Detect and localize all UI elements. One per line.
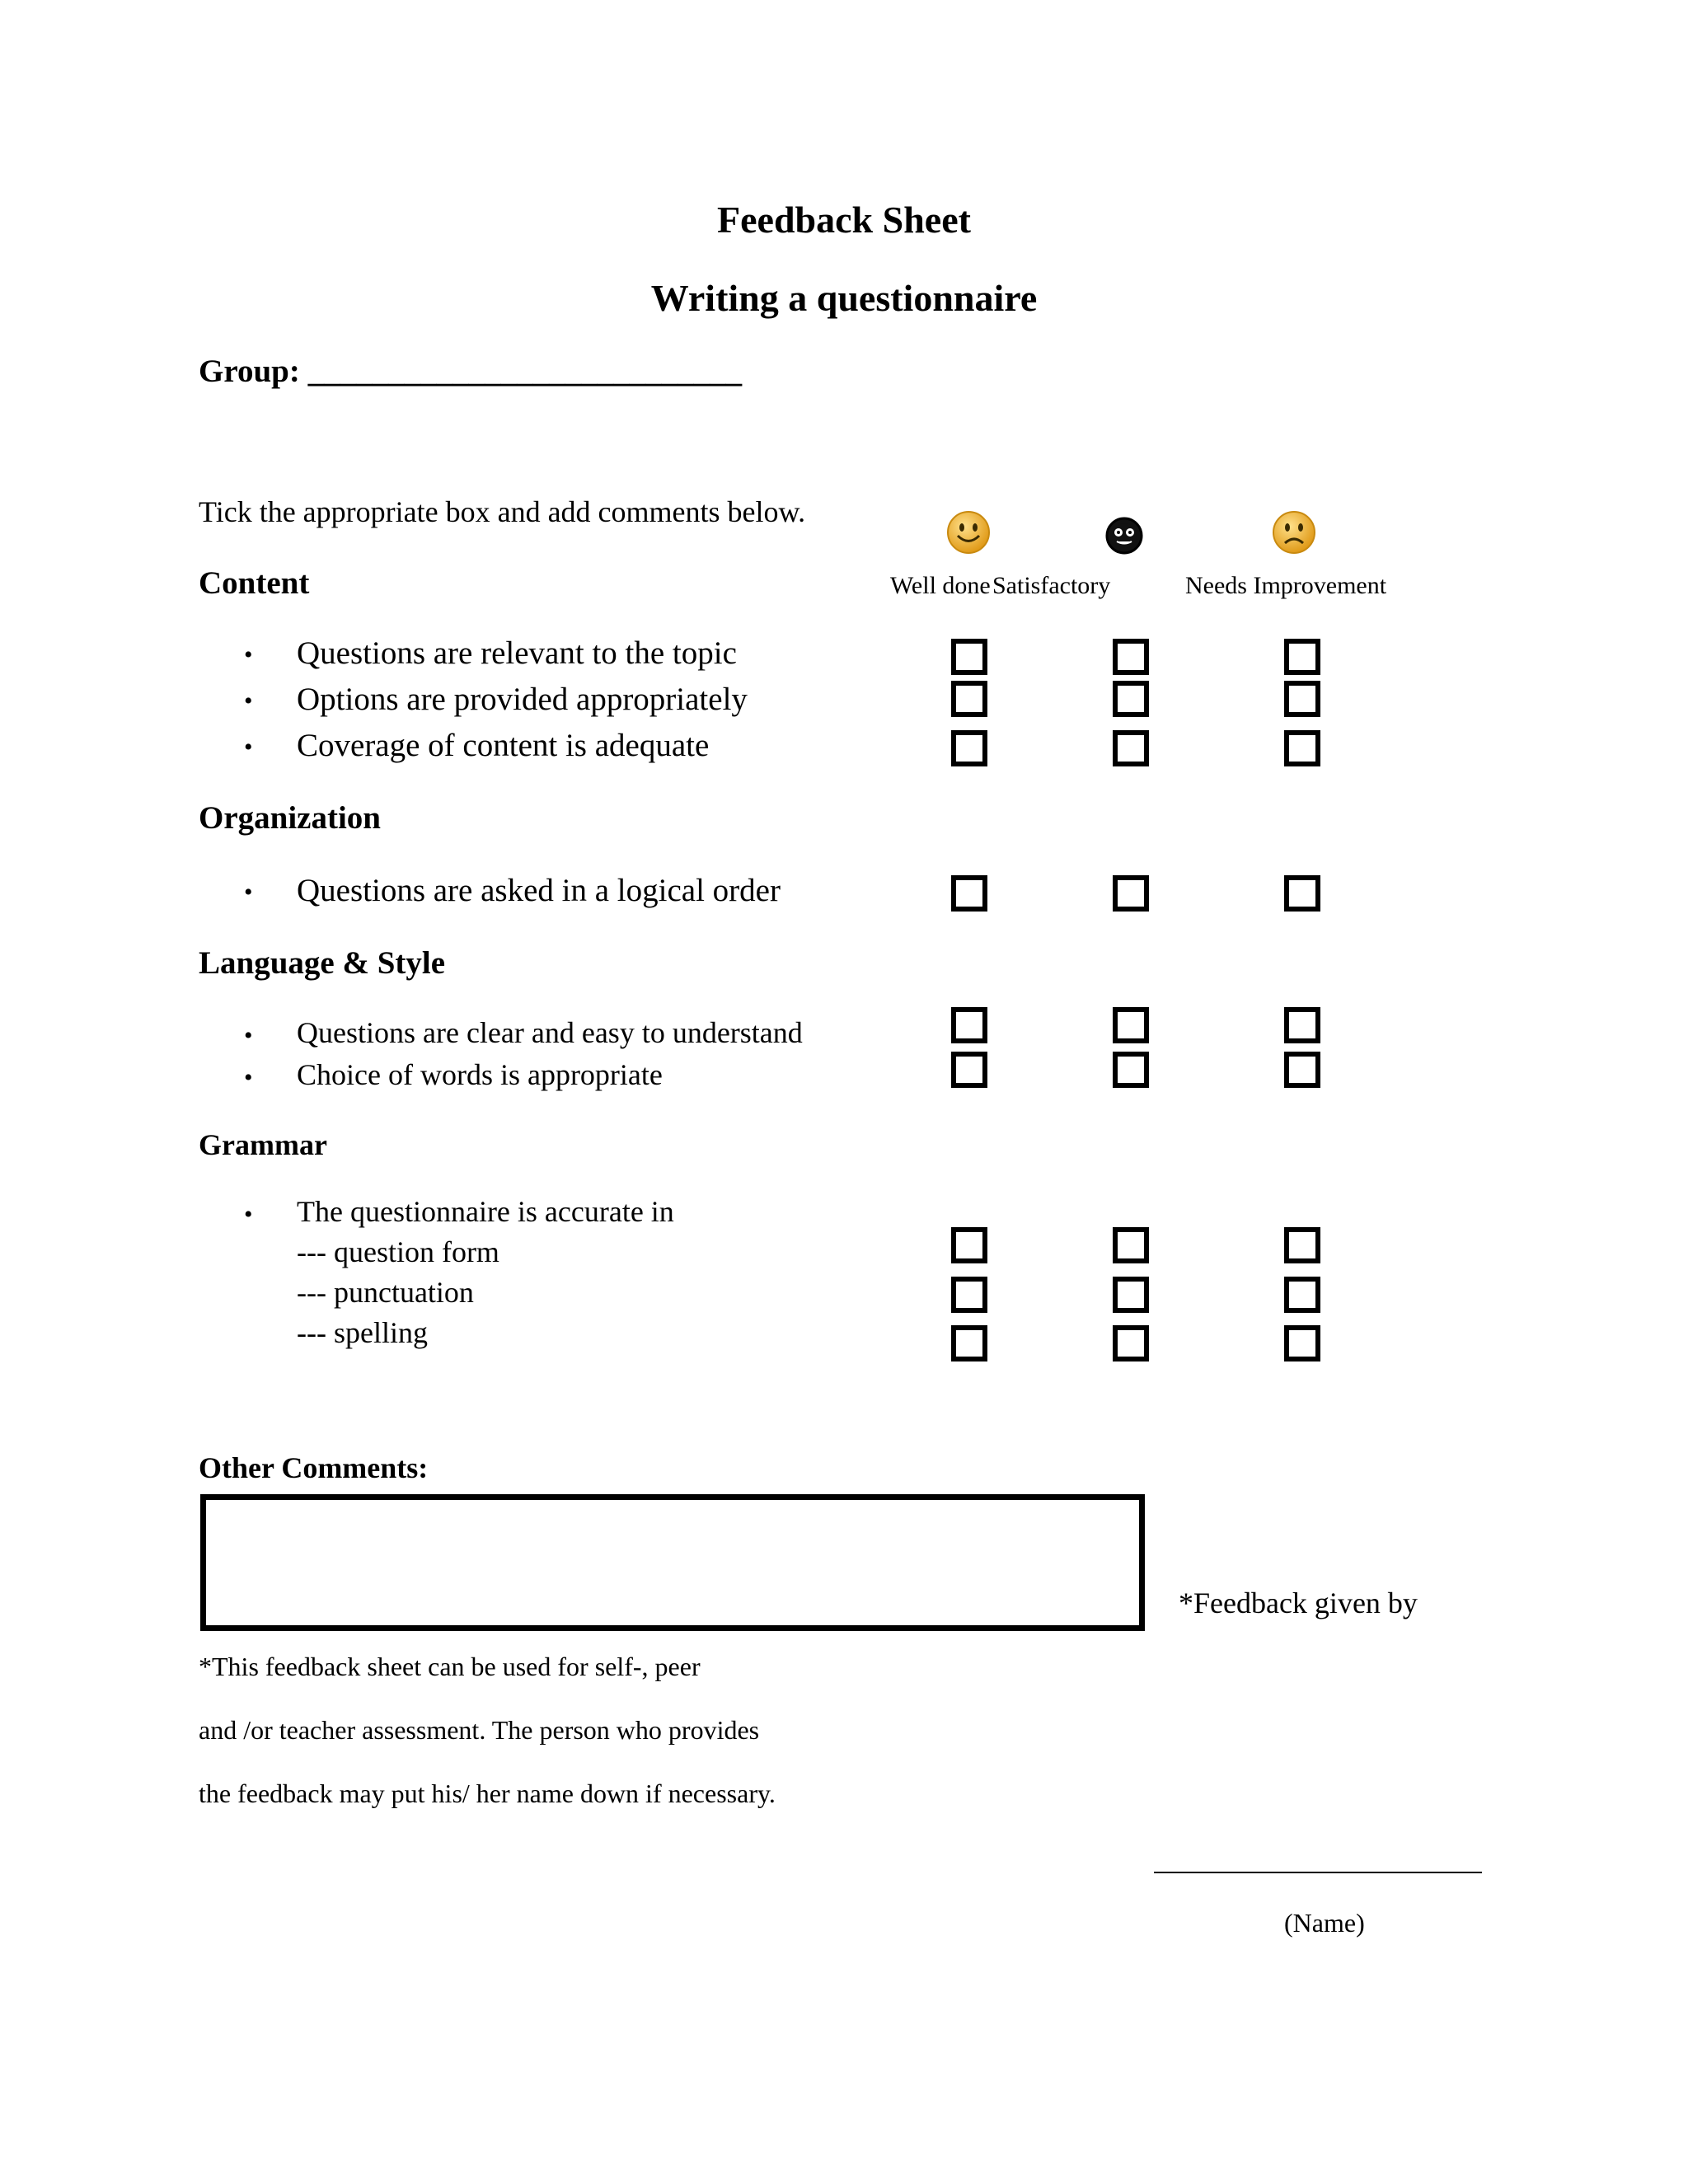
checkbox-content-1-satisfactory[interactable]: [1113, 639, 1149, 675]
bullet-icon: •: [244, 733, 253, 761]
name-label: (Name): [1284, 1908, 1365, 1938]
comments-label: Other Comments:: [199, 1451, 429, 1484]
section-content-heading: Content: [199, 565, 310, 601]
page-title: Feedback Sheet: [717, 199, 971, 241]
comments-box[interactable]: [200, 1494, 1145, 1631]
checkbox-content-2-satisfactory[interactable]: [1113, 681, 1149, 717]
column-satisfactory: Satisfactory: [992, 572, 1111, 599]
checkbox-content-1-well-done[interactable]: [951, 639, 987, 675]
checkbox-grammar-spelling-satisfactory[interactable]: [1113, 1325, 1149, 1361]
feedback-given-by-label: *Feedback given by: [1179, 1586, 1418, 1619]
checkbox-grammar-punctuation-well-done[interactable]: [951, 1277, 987, 1313]
checkbox-content-3-well-done[interactable]: [951, 730, 987, 766]
column-needs-improvement: Needs Improvement: [1185, 572, 1387, 599]
checkbox-content-3-satisfactory[interactable]: [1113, 730, 1149, 766]
language-item-1: Questions are clear and easy to understand: [297, 1016, 803, 1049]
checkbox-content-3-needs-improvement[interactable]: [1284, 730, 1320, 766]
group-blank: ___________________________: [307, 354, 743, 389]
group-field[interactable]: [199, 353, 742, 390]
content-item-1: Questions are relevant to the topic: [297, 635, 737, 671]
page-subtitle: Writing a questionnaire: [650, 277, 1038, 319]
smiley-sad-icon: [1272, 510, 1316, 555]
footnote-line-3: the feedback may put his/ her name down if necessary.: [199, 1779, 776, 1808]
checkbox-grammar-form-well-done[interactable]: [951, 1227, 987, 1263]
section-grammar-heading: Grammar: [199, 1128, 327, 1161]
instruction-text: Tick the appropriate box and add comments below.: [199, 495, 806, 528]
language-item-2: Choice of words is appropriate: [297, 1058, 663, 1091]
grammar-item-1: The questionnaire is accurate in: [297, 1195, 674, 1228]
bullet-icon: •: [244, 1201, 253, 1228]
bullet-icon: •: [244, 1022, 253, 1049]
grammar-subitem-spelling: --- spelling: [297, 1316, 428, 1349]
name-signature-line[interactable]: [1154, 1872, 1482, 1873]
checkbox-language-1-satisfactory[interactable]: [1113, 1007, 1149, 1043]
checkbox-organization-1-satisfactory[interactable]: [1113, 875, 1149, 912]
checkbox-grammar-form-needs-improvement[interactable]: [1284, 1227, 1320, 1263]
footnote-line-1: *This feedback sheet can be used for self-, peer: [199, 1652, 701, 1681]
bullet-icon: •: [244, 1064, 253, 1091]
checkbox-language-2-satisfactory[interactable]: [1113, 1052, 1149, 1088]
content-item-3: Coverage of content is adequate: [297, 728, 710, 763]
checkbox-grammar-form-satisfactory[interactable]: [1113, 1227, 1149, 1263]
smiley-happy-icon: [946, 510, 991, 555]
checkbox-content-2-well-done[interactable]: [951, 681, 987, 717]
checkbox-grammar-punctuation-satisfactory[interactable]: [1113, 1277, 1149, 1313]
grammar-subitem-question-form: --- question form: [297, 1235, 499, 1268]
checkbox-organization-1-well-done[interactable]: [951, 875, 987, 912]
checkbox-language-2-well-done[interactable]: [951, 1052, 987, 1088]
smiley-neutral-icon: [1104, 516, 1144, 555]
footnote-line-2: and /or teacher assessment. The person who provides: [199, 1715, 760, 1745]
section-organization-heading: Organization: [199, 800, 381, 836]
grammar-subitem-punctuation: --- punctuation: [297, 1276, 474, 1309]
group-label: Group:: [199, 354, 308, 389]
checkbox-grammar-spelling-well-done[interactable]: [951, 1325, 987, 1361]
bullet-icon: •: [244, 641, 253, 668]
column-well-done: Well done: [890, 572, 991, 599]
checkbox-language-1-needs-improvement[interactable]: [1284, 1007, 1320, 1043]
checkbox-content-2-needs-improvement[interactable]: [1284, 681, 1320, 717]
bullet-icon: •: [244, 687, 253, 715]
checkbox-organization-1-needs-improvement[interactable]: [1284, 875, 1320, 912]
checkbox-language-1-well-done[interactable]: [951, 1007, 987, 1043]
checkbox-content-1-needs-improvement[interactable]: [1284, 639, 1320, 675]
content-item-2: Options are provided appropriately: [297, 682, 748, 717]
bullet-icon: •: [244, 879, 253, 906]
checkbox-language-2-needs-improvement[interactable]: [1284, 1052, 1320, 1088]
organization-item-1: Questions are asked in a logical order: [297, 873, 781, 908]
section-language-heading: Language & Style: [199, 945, 446, 981]
checkbox-grammar-punctuation-needs-improvement[interactable]: [1284, 1277, 1320, 1313]
checkbox-grammar-spelling-needs-improvement[interactable]: [1284, 1325, 1320, 1361]
